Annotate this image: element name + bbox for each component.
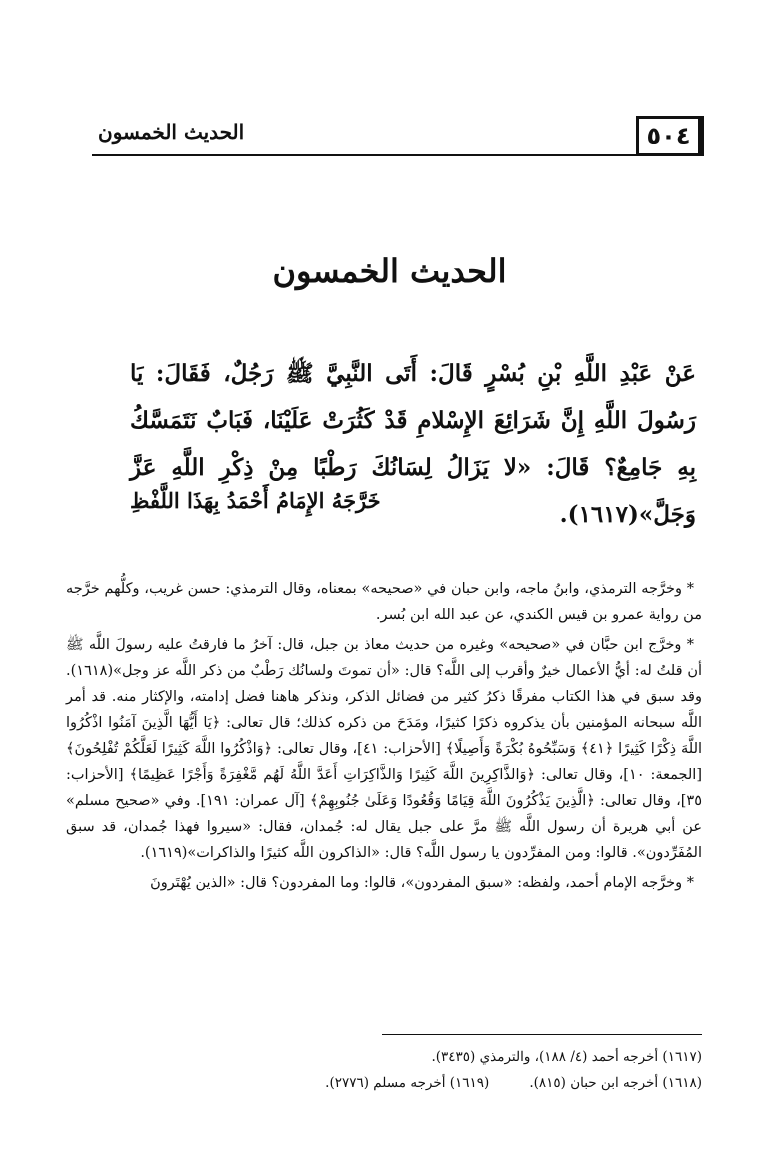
page-header [92, 116, 704, 156]
hadith-source: خَرَّجَهُ الإِمَامُ أَحْمَدُ بِهَذَا اللَّفْظِ [130, 488, 381, 513]
commentary-paragraph-2: * وخرَّج ابن حبَّان في «صحيحه» وغيره من حديث معاذ بن جبل، قال: آخرُ ما فارقتُ عليه رسولَ اللَّه ﷺ أن قلتُ له: أيُّ الأعمال خيرٌ وأقرب إلى اللَّه؟ قال: «أن تموتَ ولسانُك رَطْبٌ من ذكر اللَّه عز وجل»(١٦١٨). وقد سبق في هذا الكتاب مفرقًا ذكرُ كثير من فضائل الذكر، ونذكر هاهنا فضل إدامته، والإكثار منه. قد أمر اللَّه سبحانه المؤمنين بأن يذكروه ذكرًا كثيرًا، ومَدَحَ من ذكره كذلك؛ قال تعالى: ﴿يَا أَيُّهَا الَّذِينَ آمَنُوا اذْكُرُوا اللَّهَ ذِكْرًا كَثِيرًا ﴿٤١﴾ وَسَبِّحُوهُ بُكْرَةً وَأَصِيلًا﴾ [الأحزاب: ٤١]، وقال تعالى: ﴿وَاذْكُرُوا اللَّهَ كَثِيرًا لَعَلَّكُمْ تُفْلِحُونَ﴾ [الجمعة: ١٠]، وقال تعالى: ﴿وَالذَّاكِرِينَ اللَّهَ كَثِيرًا وَالذَّاكِرَاتِ أَعَدَّ اللَّهُ لَهُم مَّغْفِرَةً وَأَجْرًا عَظِيمًا﴾ [الأحزاب: ٣٥]، وقال تعالى: ﴿الَّذِينَ يَذْكُرُونَ اللَّهَ قِيَامًا وَقُعُودًا وَعَلَىٰ جُنُوبِهِمْ﴾ [آل عمران: ١٩١]. وفي «صحيح مسلم» عن أبي هريرة أن رسول اللَّه ﷺ مرَّ على جبل يقال له: جُمدان، فقال: «سيروا فهذا جُمدان، قد سبق المُفَرِّدون». قالوا: ومن المفرِّدون يا رسول اللَّه؟ قال: «الذاكرون اللَّه كثيرًا والذاكرات»(١٦١٩). [66, 637, 703, 861]
hadith-paragraph: عَنْ عَبْدِ اللَّهِ بْنِ بُسْرٍ قَالَ: أَتَى النَّبِيَّ ﷺ رَجُلٌ، فَقَالَ: يَا رَسُولَ اللَّهِ إِنَّ شَرَائِعَ الإِسْلامِ قَدْ كَثُرَتْ عَلَيْنَا، فَبَابٌ نَتَمَسَّكُ بِهِ جَامِعٌ؟ قَالَ: «لا يَزَالُ لِسَانُكَ رَطْبًا مِنْ ذِكْرِ اللَّهِ عَزَّ وَجَلَّ»(١٦١٧). [130, 360, 697, 528]
commentary [66, 576, 702, 900]
footnotes [150, 1044, 702, 1096]
page-number: ٥٠٤ [636, 116, 704, 156]
header-rule [92, 154, 640, 156]
commentary-paragraph-1: * وخرَّجه الترمذي، وابنُ ماجه، وابن حبان في «صحيحه» بمعناه، وقال الترمذي: حسن غريب، وكلُّهم خرَّجه من رواية عمرو بن قيس الكندي، عن عبد الله ابن بُسر. [66, 581, 702, 623]
footnote-1619: (١٦١٩) أخرجه مسلم (٢٧٧٦). [325, 1075, 490, 1091]
chapter-title: الحديث الخمسون [272, 252, 507, 290]
footnote-rule [382, 1034, 702, 1035]
footnote-row [150, 1070, 702, 1096]
footnote-1618: (١٦١٨) أخرجه ابن حبان (٨١٥). [529, 1075, 702, 1091]
footnote-1617: (١٦١٧) أخرجه أحمد (٤/ ١٨٨)، والترمذي (٣٤٣٥). [431, 1049, 702, 1065]
commentary-paragraph-3: * وخرَّجه الإمام أحمد، ولفظه: «سبق المفردون»، قالوا: وما المفردون؟ قال: «الذين يُهْتَرونَ [150, 875, 694, 891]
running-title: الحديث الخمسون [98, 120, 245, 144]
